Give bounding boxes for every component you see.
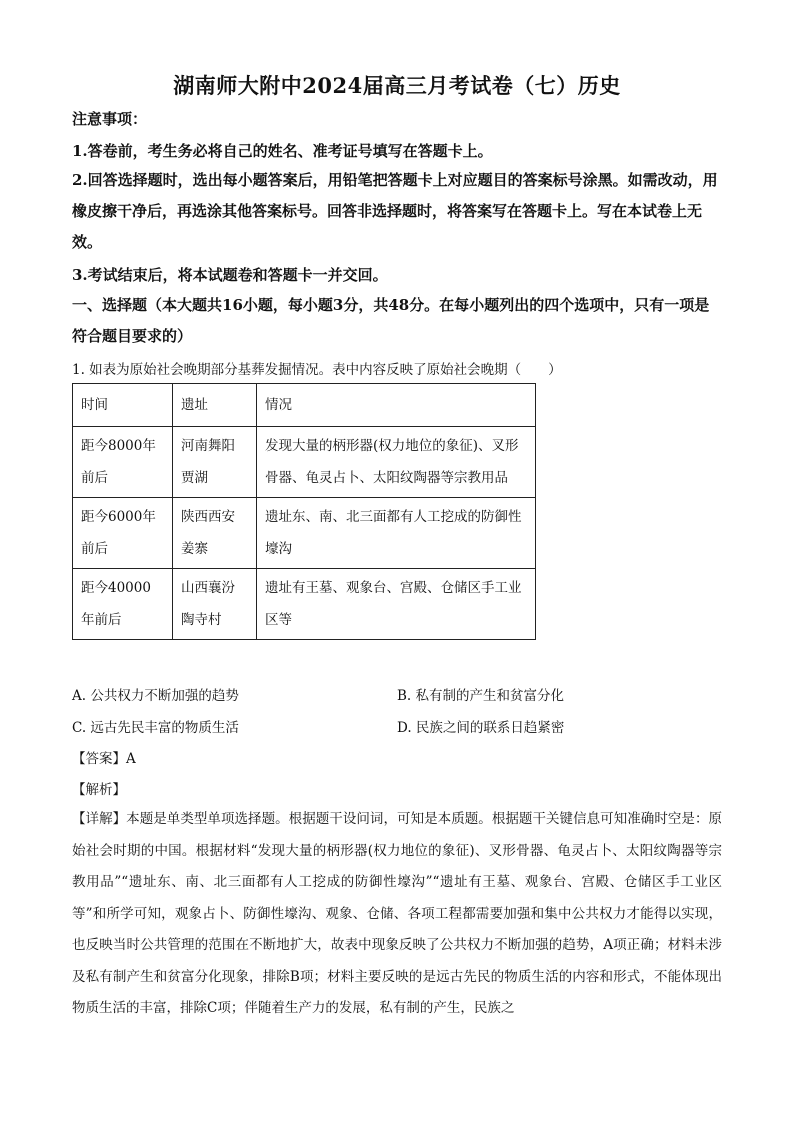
question-1-stem: 1. 如表为原始社会晚期部分基葬发掘情况。表中内容反映了原始社会晚期（ ） xyxy=(72,362,562,378)
table-cell: 遗址东、南、北三面都有人工挖成的防御性壕沟 xyxy=(257,498,536,569)
notice-heading: 注意事项： xyxy=(72,110,148,128)
table-cell: 距今40000年前后 xyxy=(73,569,173,640)
notice-item-1: 1.答卷前，考生务必将自己的姓名、准考证号填写在答题卡上。 xyxy=(72,142,493,160)
table-row xyxy=(73,427,536,498)
notice-item-2: 2.回答选择题时，选出每小题答案后，用铅笔把答题卡上对应题目的答案标号涂黑。如需改动，用橡皮擦干净后，再选涂其他答案标号。回答非选择题时，将答案写在答题卡上。写在本试卷上无效。 xyxy=(72,171,718,251)
option-c: C. 远古先民丰富的物质生活 xyxy=(72,720,239,736)
table-header-cell: 情况 xyxy=(257,384,536,427)
analysis-label: 【解析】 xyxy=(72,782,126,798)
section-heading: 一、选择题（本大题共16小题，每小题3分，共48分。在每小题列出的四个选项中，只有一项是符合题目要求的） xyxy=(72,296,710,345)
table-row xyxy=(73,498,536,569)
option-d: D. 民族之间的联系日趋紧密 xyxy=(397,720,565,736)
table-row xyxy=(73,569,536,640)
table-cell: 距今8000年前后 xyxy=(73,427,173,498)
notice-item-3: 3.考试结束后，将本试题卷和答题卡一并交回。 xyxy=(72,266,388,284)
table-header-cell: 遗址 xyxy=(173,384,257,427)
table-cell: 遗址有王墓、观象台、宫殿、仓储区手工业区等 xyxy=(257,569,536,640)
detail-explanation: 【详解】本题是单类型单项选择题。根据题干设问词，可知是本质题。根据题干关键信息可知准确时空是：原始社会时期的中国。根据材料“发现大量的柄形器(权力地位的象征)、叉形骨器、龟灵占卜、太阳纹陶器等宗教用品”“遗址东、南、北三面都有人工挖成的防御性壕沟”“遗址有王墓、观象台、宫殿、仓储区手工业区等”和所学可知，观象占卜、防御性壕沟、观象、仓储、各项工程都需要加强和集中公共权力才能得以实现，也反映当时公共管理的范围在不断地扩大，故表中现象反映了公共权力不断加强的趋势，A项正确；材料未涉及私有制产生和贫富分化现象，排除B项；材料主要反映的是远古先民的物质生活的内容和形式，不能体现出物质生活的丰富，排除C项；伴随着生产力的发展，私有制的产生，民族之 xyxy=(72,811,722,1016)
table-cell: 陕西西安姜寨 xyxy=(173,498,257,569)
question-1-table xyxy=(72,383,536,640)
table-header-cell: 时间 xyxy=(73,384,173,427)
answer-label: 【答案】A xyxy=(72,751,136,767)
table-cell: 河南舞阳贾湖 xyxy=(173,427,257,498)
table-cell: 发现大量的柄形器(权力地位的象征)、叉形骨器、龟灵占卜、太阳纹陶器等宗教用品 xyxy=(257,427,536,498)
page-title: 湖南师大附中2024届高三月考试卷（七）历史 xyxy=(173,73,621,98)
table-cell: 山西襄汾陶寺村 xyxy=(173,569,257,640)
option-b: B. 私有制的产生和贫富分化 xyxy=(397,688,565,704)
option-a: A. 公共权力不断加强的趋势 xyxy=(72,688,239,704)
table-cell: 距今6000年前后 xyxy=(73,498,173,569)
table-header-row xyxy=(73,384,536,427)
